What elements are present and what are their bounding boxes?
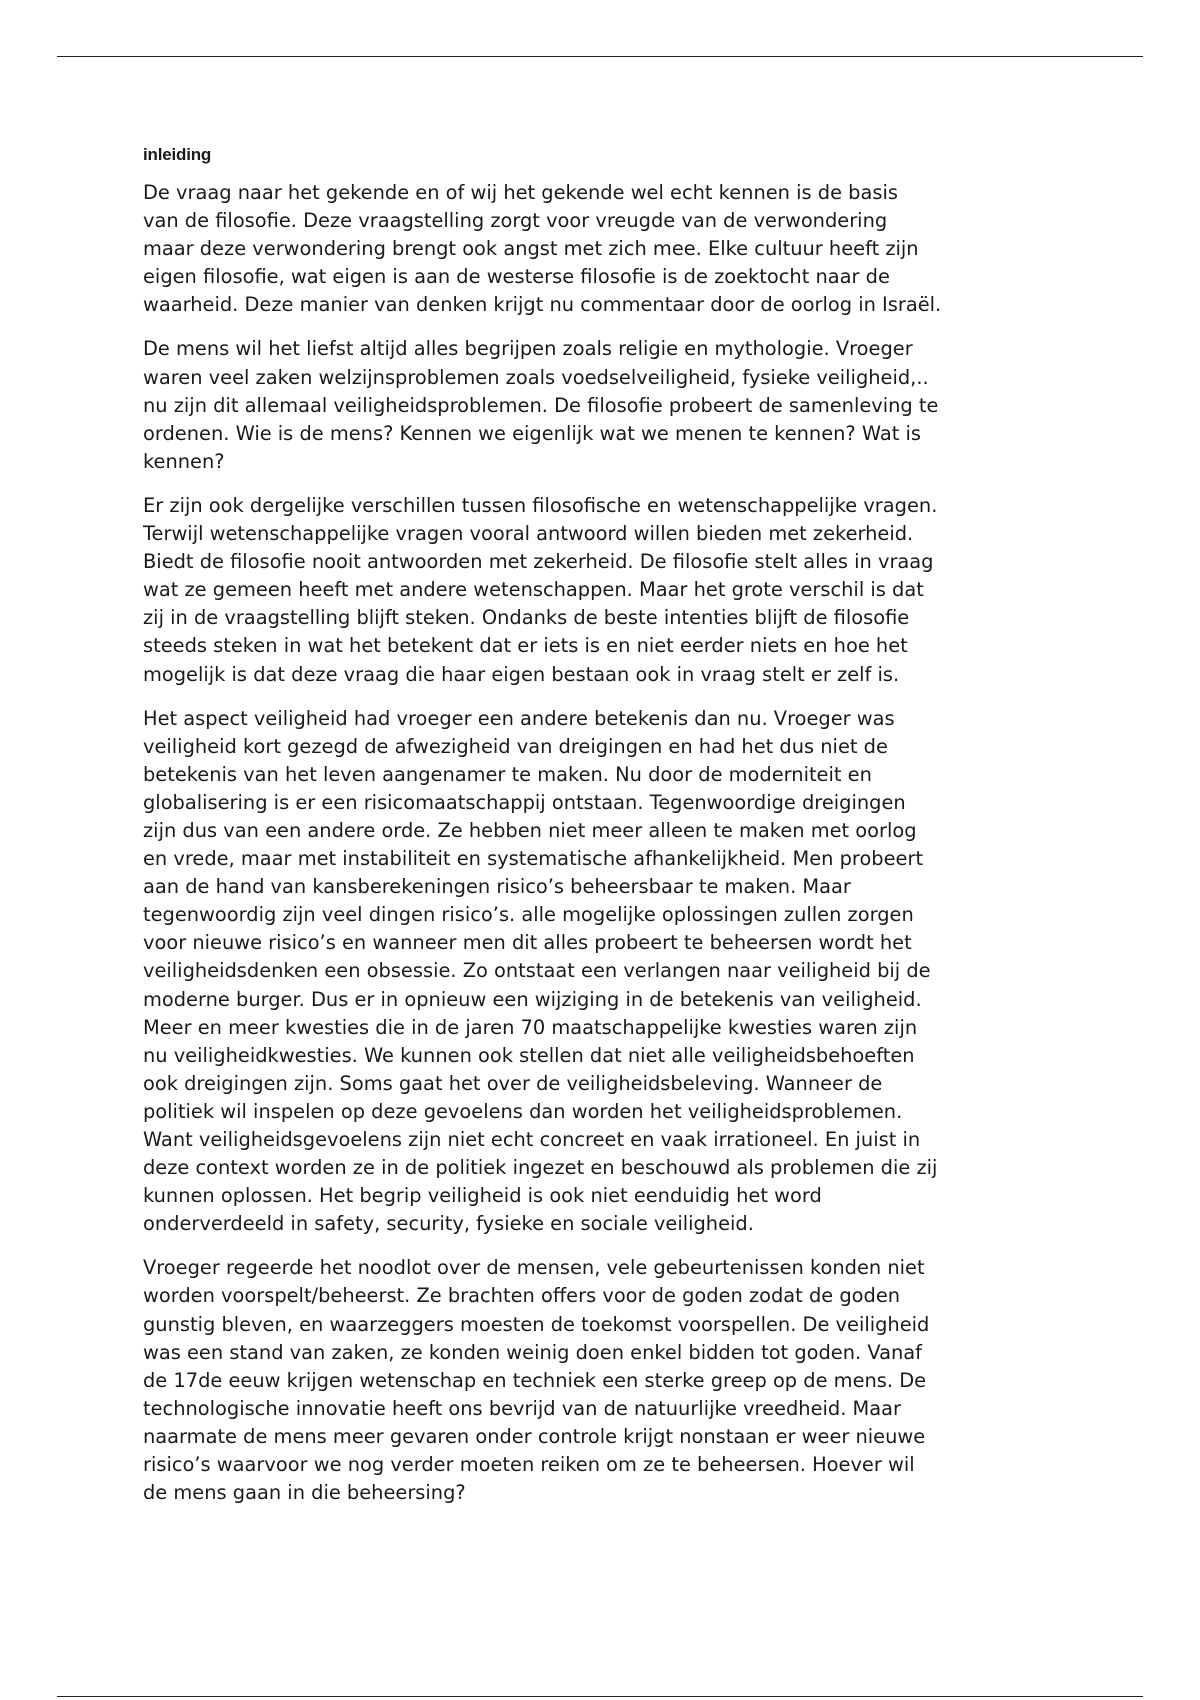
document-body	[143, 143, 1063, 1523]
footer-rule	[57, 1696, 1143, 1697]
section-heading: inleiding	[143, 145, 212, 164]
paragraph-1: De vraag naar het gekende en of wij het gekende wel echt kennen is de basis van de filosofie. Deze vraagstelling zorgt voor vreugde van de verwondering maar deze verwondering brengt ook angst met zich mee. Elke cultuur heeft zijn eigen filosofie, wat eigen is aan de westerse filosofie is de zoektocht naar de waarheid. Deze manier van denken krijgt nu commentaar door de oorlog in Israël.	[143, 181, 942, 317]
paragraph-5: Vroeger regeerde het noodlot over de mensen, vele gebeurtenissen konden niet worden voorspelt/beheerst. Ze brachten offers voor de goden zodat de goden gunstig bleven, en waarzeggers moesten de toekomst voorspellen. De veiligheid was een stand van zaken, ze konden weinig doen enkel bidden tot goden. Vanaf de 17de eeuw krijgen wetenschap en techniek een sterke greep op de mens. De technologische innovatie heeft ons bevrijd van de natuurlijke vreedheid. Maar naarmate de mens meer gevaren onder controle krijgt nonstaan er weer nieuwe risico’s waarvoor we nog verder moeten reiken om ze te beheersen. Hoever wil de mens gaan in die beheersing?	[143, 1256, 930, 1505]
paragraph-2: De mens wil het liefst altijd alles begrijpen zoals religie en mythologie. Vroeger waren veel zaken welzijnsproblemen zoals voedselveiligheid, fysieke veiligheid,.. nu zijn dit allemaal veiligheidsproblemen. De filosofie probeert de samenleving te ordenen. Wie is de mens? Kennen we eigenlijk wat we menen te kennen? Wat is kennen?	[143, 337, 939, 473]
header-rule	[57, 56, 1143, 57]
paragraph-4: Het aspect veiligheid had vroeger een andere betekenis dan nu. Vroeger was veiligheid kort gezegd de afwezigheid van dreigingen en had het dus niet de betekenis van het leven aangenamer te maken. Nu door de moderniteit en globalisering is er een risicomaatschappij ontstaan. Tegenwoordige dreigingen zijn dus van een andere orde. Ze hebben niet meer alleen te maken met oorlog en vrede, maar met instabiliteit en systematische afhankelijkheid. Men probeert aan de hand van kansberekeningen risico’s beheersbaar te maken. Maar tegenwoordig zijn veel dingen risico’s. alle mogelijke oplossingen zullen zorgen voor nieuwe risico’s en wanneer men dit alles probeert te beheersen wordt het veiligheidsdenken een obsessie. Zo ontstaat een verlangen naar veiligheid bij de moderne burger. Dus er in opnieuw een wijziging in de betekenis van veiligheid. Meer en meer kwesties die in de jaren 70 maatschappelijke kwesties waren zijn nu veiligheidkwesties. We kunnen ook stellen dat niet alle veiligheidsbehoeften ook dreigingen zijn. Soms gaat het over de veiligheidsbeleving. Wanneer de politiek wil inspelen op deze gevoelens dan worden het veiligheidsproblemen. Want veiligheidsgevoelens zijn niet echt concreet en vaak irrationeel. En juist in deze context worden ze in de politiek ingezet en beschouwd als problemen die zij kunnen oplossen. Het begrip veiligheid is ook niet eenduidig het word onderverdeeld in safety, security, fysieke en sociale veiligheid.	[143, 706, 938, 1236]
paragraph-3: Er zijn ook dergelijke verschillen tussen filosofische en wetenschappelijke vragen. Terwijl wetenschappelijke vragen vooral antwoord willen bieden met zekerheid. Biedt de filosofie nooit antwoorden met zekerheid. De filosofie stelt alles in vraag wat ze gemeen heeft met andere wetenschappen. Maar het grote verschil is dat zij in de vraagstelling blijft steken. Ondanks de beste intenties blijft de filosofie steeds steken in wat het betekent dat er iets is en niet eerder niets en hoe het mogelijk is dat deze vraag die haar eigen bestaan ook in vraag stelt er zelf is.	[143, 493, 938, 686]
